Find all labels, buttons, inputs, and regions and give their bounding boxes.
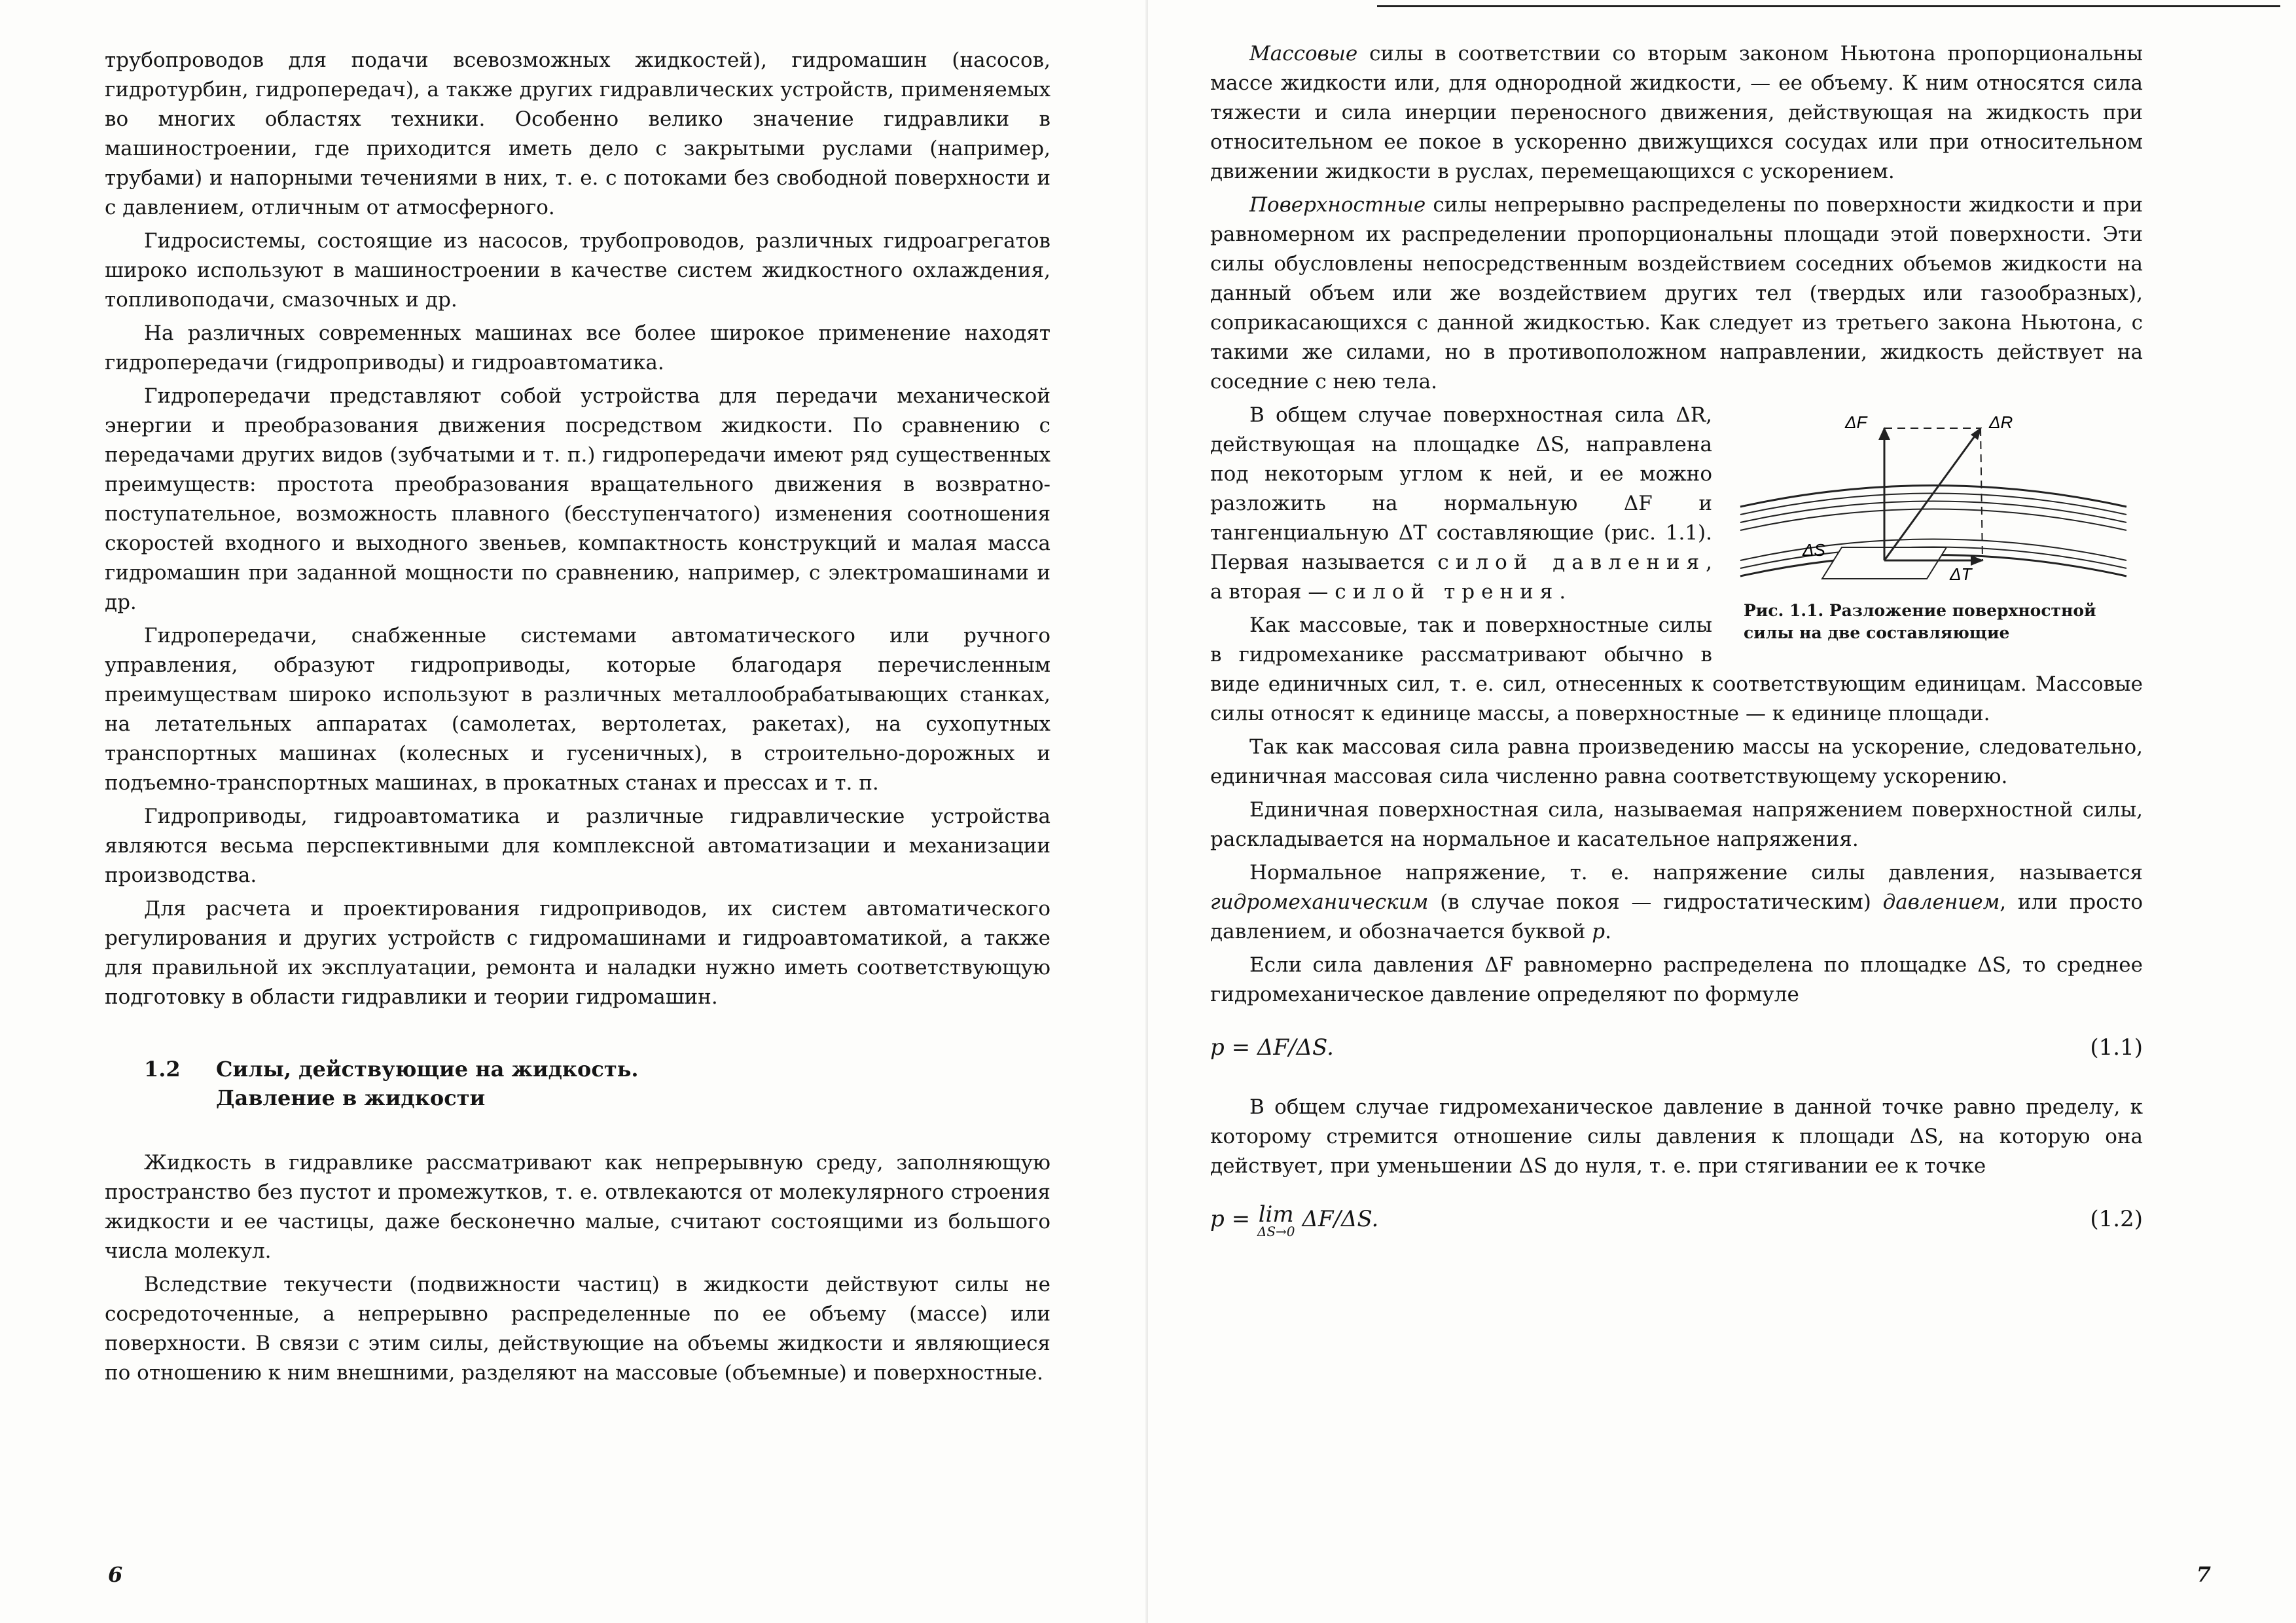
paragraph: Если сила давления ΔF равномерно распределена по площадке ΔS, то среднее гидромеханическое давление определяют по формуле bbox=[1210, 953, 2143, 1006]
paragraph: На различных современных машинах все более широкое применение находят гидропередачи (гидроприводы) и гидроавтоматика. bbox=[105, 321, 1050, 374]
paragraph: трубопроводов для подачи всевозможных жидкостей), гидромашин (насосов, гидротурбин, гидропередач), а также других гидравлических устройств, применяемых во многих областях техники. Особенно велико значение гидравлики в машиностроении, где приходится иметь дело с закрытыми руслами (например, трубами) и напорными течениями в них, т. е. с потоками без свободной поверхности и с давлением, отличным от атмосферного. bbox=[105, 48, 1050, 219]
term-mass: Массовые bbox=[1249, 42, 1358, 65]
section-title-line2: Давление в жидкости bbox=[216, 1085, 486, 1110]
top-rule bbox=[1377, 5, 2280, 7]
paragraph-mass-forces bbox=[1210, 39, 2143, 187]
section-number: 1.2 bbox=[144, 1057, 181, 1082]
paragraph-pressure-definition bbox=[1210, 858, 2143, 947]
paragraph-surface-forces bbox=[1210, 191, 2143, 397]
page-number: 6 bbox=[108, 1562, 123, 1587]
limit-subscript: ΔS→0 bbox=[1257, 1224, 1295, 1239]
paragraph-text: Нормальное напряжение, т. е. напряжение силы давления, называется bbox=[1249, 861, 2143, 884]
paragraph: Гидропередачи, снабженные системами автоматического или ручного управления, образуют гидроприводы, которые благодаря перечисленным преимуществам широко используют в различных металлообрабатывающих станках, на летательных аппаратах (самолетах, вертолетах, ракетах), на сухопутных транспортных машинах (колесных и гусеничных), в строительно-дорожных и подъемно-транспортных машинах, в прокатных станах и прессах и т. п. bbox=[105, 624, 1050, 795]
right-page bbox=[1148, 0, 2296, 1623]
paragraph-text: . bbox=[1559, 580, 1566, 604]
formula-number: (1.1) bbox=[2090, 1034, 2143, 1061]
figure-1-1 bbox=[1737, 409, 2143, 644]
formula-1-2 bbox=[1210, 1201, 2143, 1239]
term-surface: Поверхностные bbox=[1249, 193, 1426, 217]
term-friction-force: силой трения bbox=[1335, 580, 1560, 604]
paragraph: В общем случае гидромеханическое давление в данной точке равно пределу, к которому стремится отношение силы давления к площади ΔS, на которую она действует, при уменьшении ΔS до нуля, т. е. при стягивании ее к точке bbox=[1210, 1095, 2143, 1178]
label-dF: ΔF bbox=[1845, 412, 1867, 432]
section-title bbox=[216, 1055, 639, 1112]
paragraph-text: силы в соответствии со вторым законом Ньютона пропорциональны массе жидкости или, для однородной жидкости, — ее объему. К ним относятся сила тяжести и сила инерции переносного движения, действующая на жидкость при относительном ее покое в ускоренно движущихся сосудах или при относительном движении жидкости в руслах, перемещающихся с ускорением. bbox=[1210, 42, 2143, 183]
formula-rhs: ΔF/ΔS. bbox=[1295, 1206, 1379, 1232]
formula-number: (1.2) bbox=[2090, 1206, 2143, 1232]
right-text-column bbox=[1210, 39, 2143, 1269]
formula-1-1 bbox=[1210, 1033, 2143, 1063]
formula-expression: p = ΔF/ΔS. bbox=[1210, 1034, 1334, 1061]
paragraph-text: , а вторая — bbox=[1210, 551, 1713, 604]
paragraph: Так как массовая сила равна произведению массы на ускорение, следовательно, единичная массовая сила численно равна соответствующему ускорению. bbox=[1210, 735, 2143, 788]
label-dS: ΔS bbox=[1803, 540, 1825, 560]
paragraph-text: , или просто давлением, и обозначается буквой bbox=[1210, 890, 2143, 943]
section-heading bbox=[105, 1055, 1050, 1112]
term-pressure-force: силой давления bbox=[1437, 551, 1706, 574]
limit-operator bbox=[1257, 1201, 1295, 1239]
label-dT: ΔT bbox=[1950, 564, 1972, 584]
paragraph-text: (в случае покоя — гидростатическим) bbox=[1428, 890, 1883, 914]
force-diagram bbox=[1737, 409, 2130, 592]
page-number: 7 bbox=[2196, 1562, 2211, 1587]
left-text-column bbox=[105, 46, 1050, 1392]
limit-word: lim bbox=[1258, 1201, 1294, 1228]
paragraph-text: . bbox=[1605, 920, 1611, 943]
figure-wrap bbox=[1210, 401, 2143, 733]
paragraph-text: силы непрерывно распределены по поверхности жидкости и при равномерном их распределении пропорциональны площади этой поверхности. Эти силы обусловлены непосредственным воздействием соседних объемов жидкости на данный объем или же воздействием других тел (твердых или газообразных), соприкасающихся с данной жидкостью. Как следует из третьего закона Ньютона, с такими же силами, но в противоположном направлении, жидкость действует на соседние с нею тела. bbox=[1210, 193, 2143, 393]
formula-expression bbox=[1210, 1201, 1379, 1239]
paragraph: Гидросистемы, состоящие из насосов, трубопроводов, различных гидроагрегатов широко используют в машиностроении в качестве систем жидкостного охлаждения, топливоподачи, смазочных и др. bbox=[105, 229, 1050, 312]
figure-caption: Рис. 1.1. Разложение поверхностной силы на две составляющие bbox=[1744, 601, 2096, 642]
paragraph: Вследствие текучести (подвижности частиц) в жидкости действуют силы не сосредоточенные, а непрерывно распределенные по ее объему (массе) или поверхности. В связи с этим силы, действующие на объемы жидкости и являющиеся по отношению к ним внешними, разделяют на массовые (объемные) и поверхностные. bbox=[105, 1273, 1050, 1385]
formula-lhs: p = bbox=[1210, 1206, 1257, 1232]
paragraph: Как массовые, так и поверхностные силы в гидромеханике рассматривают обычно в виде единичных сил, т. е. сил, отнесенных к соответствующим единицам. Массовые силы относят к единице массы, а поверхностные — к единице площади. bbox=[1210, 613, 2143, 725]
symbol-p: p bbox=[1592, 920, 1605, 943]
paragraph-text: В общем случае поверхностная сила ΔR, действующая на площадке ΔS, направлена под некоторым углом к ней, и ее можно разложить на нормальную ΔF и тангенциальную ΔT составляющие (рис. 1.1). Первая называется bbox=[1210, 403, 1712, 574]
term-hydromechanical: гидромеханическим bbox=[1210, 890, 1429, 914]
label-dR: ΔR bbox=[1989, 412, 2013, 432]
paragraph: Единичная поверхностная сила, называемая напряжением поверхностной силы, раскладывается на нормальное и касательное напряжения. bbox=[1210, 798, 2143, 851]
paragraph: Жидкость в гидравлике рассматривают как непрерывную среду, заполняющую пространство без пустот и промежутков, т. е. отвлекаются от молекулярного строения жидкости и ее частицы, даже бесконечно малые, считают состоящими из большого числа молекул. bbox=[105, 1151, 1050, 1263]
section-title-line1: Силы, действующие на жидкость. bbox=[216, 1057, 639, 1082]
paragraph: Гидроприводы, гидроавтоматика и различные гидравлические устройства являются весьма перспективными для комплексной автоматизации и механизации производства. bbox=[105, 805, 1050, 887]
term-pressure: давлением bbox=[1882, 890, 2000, 914]
paragraph: Гидропередачи представляют собой устройства для передачи механической энергии и преобразования движения посредством жидкости. По сравнению с передачами других видов (зубчатыми и т. п.) гидропередачи имеют ряд существенных преимуществ: простота преобразования вращательного движения в возвратно-поступательное, возможность плавного (бесступенчатого) изменения соотношения скоростей входного и выходного звеньев, компактность конструкций и малая масса гидромашин при заданной мощности по сравнению, например, с электромашинами и др. bbox=[105, 384, 1050, 614]
paragraph: Для расчета и проектирования гидроприводов, их систем автоматического регулирования и других устройств с гидромашинами и гидроавтоматикой, а также для правильной их эксплуатации, ремонта и наладки нужно иметь соответствующую подготовку в области гидравлики и теории гидромашин. bbox=[105, 897, 1050, 1009]
